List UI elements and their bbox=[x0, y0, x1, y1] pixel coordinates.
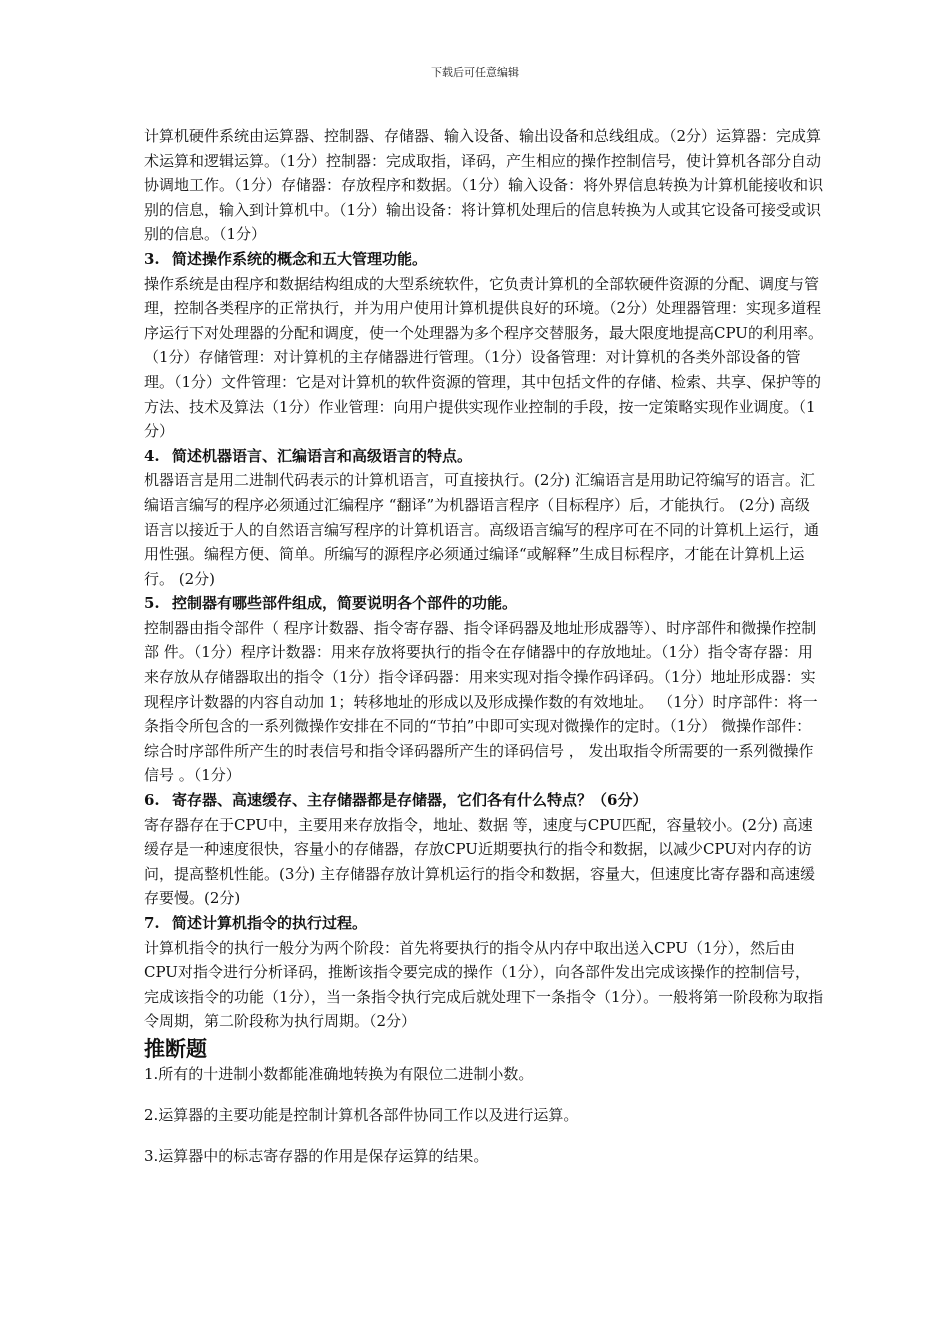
question-3-title bbox=[144, 247, 824, 272]
question-7-answer: 计算机指令的执行一般分为两个阶段：首先将要执行的指令从内存中取出送入CPU（1分），然后由CPU对指令进行分析译码，推断该指令要完成的操作（1分），向各部件发出完成该操作的控制信号，完成该指令的功能（1分），当一条指令执行完成后就处理下一条指令（1分）。一般将第一阶段称为取指令周期，第二阶段称为执行周期。（2分） bbox=[144, 938, 824, 1031]
question-5-number: 5. bbox=[144, 594, 160, 613]
question-7-title bbox=[144, 911, 824, 936]
judgment-item-1: 1.所有的十进制小数都能准确地转换为有限位二进制小数。 bbox=[144, 1064, 534, 1083]
section-title: 推断题 bbox=[144, 1035, 207, 1061]
intro-paragraph: 计算机硬件系统由运算器、控制器、存储器、输入设备、输出设备和总线组成。（2分）运算器：完成算术运算和逻辑运算。（1分）控制器：完成取指，译码，产生相应的操作控制信号，使计算机各部分自动协调地工作。（1分）存储器：存放程序和数据。（1分）输入设备：将外界信息转换为计算机能接收和识别的信息，输入到计算机中。（1分）输出设备：将计算机处理后的信息转换为人或其它设备可接受或识别的信息。（1分） bbox=[144, 127, 824, 244]
question-3-answer: 操作系统是由程序和数据结构组成的大型系统软件，它负责计算机的全部软硬件资源的分配、调度与管理，控制各类程序的正常执行，并为用户使用计算机提供良好的环境。（2分）处理器管理：实现多道程序运行下对处理器的分配和调度，使一个处理器为多个程序交替服务，最大限度地提高CPU的利用率。（1分）存储管理：对计算机的主存储器进行管理。（1分）设备管理：对计算机的各类外部设备的管理。（1分）文件管理：它是对计算机的软件资源的管理，其中包括文件的存储、检索、共享、保护等的方法、技术及算法（1分）作业管理：向用户提供实现作业控制的手段，按一定策略实现作业调度。（1分） bbox=[144, 274, 823, 441]
question-5-title bbox=[144, 591, 824, 616]
question-3-number: 3. bbox=[144, 249, 160, 268]
question-3-text: 简述操作系统的概念和五大管理功能。 bbox=[172, 249, 428, 268]
question-4-text: 简述机器语言、汇编语言和高级语言的特点。 bbox=[172, 446, 473, 465]
question-6-title bbox=[144, 788, 824, 813]
question-4-answer: 机器语言是用二进制代码表示的计算机语言，可直接执行。(2分) 汇编语言是用助记符编写的语言。汇编语言编写的程序必须通过汇编程序 “翻译”为机器语言程序（目标程序）后，才能执行。 (2分) 高级语言以接近于人的自然语言编写程序的计算机语言。高级语言编写的程序可在不同的计算机上运行，通用性强。编程方便、简单。所编写的源程序必须通过编译“或解释”生成目标程序，才能在计算机上运行。 (2分) bbox=[144, 471, 820, 588]
judgment-item-3: 3.运算器中的标志寄存器的作用是保存运算的结果。 bbox=[144, 1146, 489, 1165]
question-7-text: 简述计算机指令的执行过程。 bbox=[172, 914, 368, 932]
question-4-title bbox=[144, 444, 824, 469]
question-6-answer: 寄存器存在于CPU中，主要用来存放指令，地址、数据 等，速度与CPU匹配，容量较小。(2分) 高速缓存是一种速度很快，容量小的存储器，存放CPU近期要执行的指令和数据，以减少CPU对内存的访问，提高整机性能。(3分) 主存储器存放计算机运行的指令和数据，容量大，但速度比寄存器和高速缓存要慢。(2分) bbox=[144, 815, 816, 908]
question-6-text: 寄存器、高速缓存、主存储器都是存储器，它们各有什么特点？（6分） bbox=[172, 791, 648, 810]
question-6-number: 6. bbox=[144, 791, 160, 810]
document-body bbox=[144, 124, 824, 1185]
judgment-item-2: 2.运算器的主要功能是控制计算机各部件协同工作以及进行运算。 bbox=[144, 1105, 579, 1124]
question-7-number: 7. bbox=[144, 914, 160, 932]
question-5-text: 控制器有哪些部件组成，简要说明各个部件的功能。 bbox=[172, 594, 518, 613]
page-header: 下载后可任意编辑 bbox=[431, 66, 519, 79]
question-4-number: 4. bbox=[144, 446, 160, 465]
question-5-answer: 控制器由指令部件（ 程序计数器、指令寄存器、指令译码器及地址形成器等）、时序部件和微操作控制部 件。（1分）程序计数器：用来存放将要执行的指令在存储器中的存放地址。（1分）指令寄存器：用来存放从存储器取出的指令（1分）指令译码器：用来实现对指令操作码译码。（1分）地址形成器：实现程序计数器的内容自动加 1；转移地址的形成以及形成操作数的有效地址。 （1分）时序部件：将一条指令所包含的一系列微操作安排在不同的“节拍”中即可实现对微操作的定时。（1分） 微操作部件：综合时序部件所产生的时表信号和指令译码器所产生的译码信号 ， 发出取指令所需要的一系列微操作信号 。（1分） bbox=[144, 618, 818, 785]
